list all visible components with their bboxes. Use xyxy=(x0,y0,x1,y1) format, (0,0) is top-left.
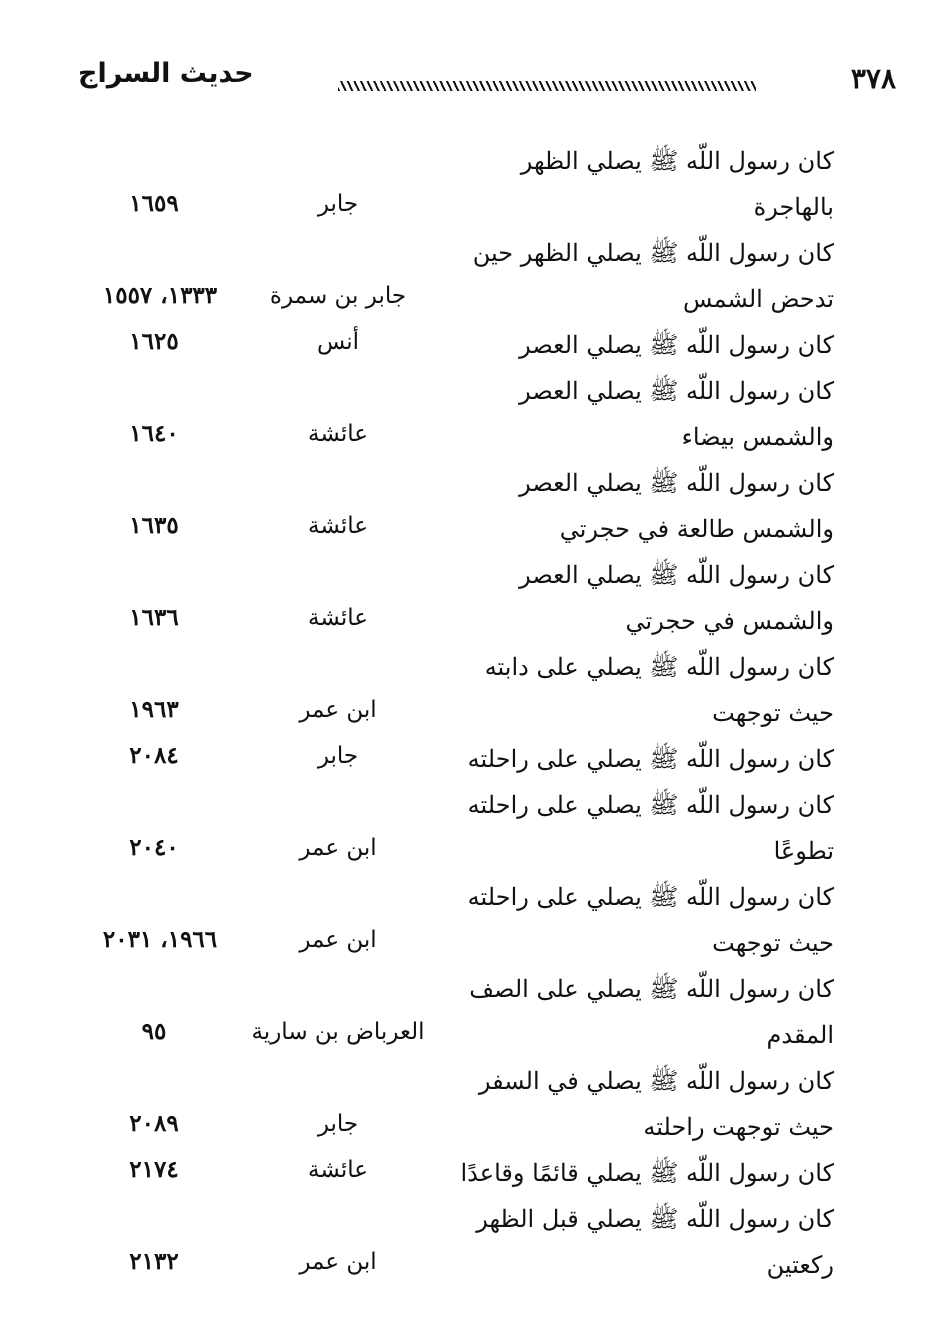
narrator: جابر xyxy=(317,1111,359,1137)
index-line xyxy=(0,966,936,1012)
hadith-text: المقدم xyxy=(766,1021,834,1049)
index-line xyxy=(0,1058,936,1104)
hadith-numbers: ١٦٢٥ xyxy=(129,328,179,355)
hadith-numbers: ١٦٣٥ xyxy=(129,512,179,539)
hadith-text: كان رسول اللّه ﷺ يصلي قائمًا وقاعدًا xyxy=(460,1159,834,1187)
hadith-text: تدحض الشمس xyxy=(682,285,834,313)
hadith-text: كان رسول اللّه ﷺ يصلي على راحلته xyxy=(467,883,834,911)
hadith-text: كان رسول اللّه ﷺ يصلي العصر xyxy=(519,561,834,589)
hadith-text: كان رسول اللّه ﷺ يصلي على دابته xyxy=(484,653,834,681)
hadith-text: حيث توجهت xyxy=(712,929,834,957)
hadith-index xyxy=(0,138,936,1288)
hadith-text: كان رسول اللّه ﷺ يصلي العصر xyxy=(519,469,834,497)
hadith-text: ركعتين xyxy=(766,1251,834,1279)
hadith-text: حيث توجهت xyxy=(712,699,834,727)
narrator: ابن عمر xyxy=(299,1249,377,1275)
index-line xyxy=(0,736,936,782)
narrator: ابن عمر xyxy=(299,697,377,723)
index-line xyxy=(0,230,936,276)
hadith-numbers: ١٩٦٣ xyxy=(129,696,179,723)
page-header xyxy=(40,56,896,106)
hadith-text: كان رسول اللّه ﷺ يصلي العصر xyxy=(519,377,834,405)
hadith-text: حيث توجهت راحلته xyxy=(643,1113,834,1141)
hadith-numbers: ٢٠٨٤ xyxy=(129,742,179,769)
hadith-numbers: ١٣٣٣، ١٥٥٧ xyxy=(102,282,218,309)
hadith-text: كان رسول اللّه ﷺ يصلي العصر xyxy=(519,331,834,359)
index-line xyxy=(0,1150,936,1196)
narrator: أنس xyxy=(316,329,360,355)
index-line xyxy=(0,368,936,414)
header-rule xyxy=(338,81,756,91)
narrator: العرباض بن سارية xyxy=(251,1019,425,1045)
hadith-numbers: ١٩٦٦، ٢٠٣١ xyxy=(102,926,218,953)
index-line xyxy=(0,138,936,184)
hadith-numbers: ١٦٤٠ xyxy=(129,420,179,447)
hadith-text: كان رسول اللّه ﷺ يصلي على راحلته xyxy=(467,791,834,819)
index-line xyxy=(0,506,936,552)
index-line xyxy=(0,690,936,736)
index-line xyxy=(0,460,936,506)
narrator: ابن عمر xyxy=(299,927,377,953)
hadith-numbers: ٢١٣٢ xyxy=(129,1248,179,1275)
hadith-numbers: ٢١٧٤ xyxy=(129,1156,179,1183)
hadith-numbers: ٢٠٤٠ xyxy=(129,834,179,861)
narrator: جابر بن سمرة xyxy=(269,283,407,309)
hadith-text: كان رسول اللّه ﷺ يصلي الظهر حين xyxy=(472,239,834,267)
index-line xyxy=(0,1242,936,1288)
hadith-text: والشمس بيضاء xyxy=(681,423,834,451)
index-line xyxy=(0,828,936,874)
index-line xyxy=(0,184,936,230)
index-line xyxy=(0,874,936,920)
index-line xyxy=(0,552,936,598)
hadith-numbers: ١٦٥٩ xyxy=(129,190,179,217)
index-line xyxy=(0,322,936,368)
hadith-numbers: ٩٥ xyxy=(141,1018,167,1045)
index-line xyxy=(0,782,936,828)
hadith-text: كان رسول اللّه ﷺ يصلي في السفر xyxy=(478,1067,834,1095)
narrator: جابر xyxy=(317,191,359,217)
narrator: عائشة xyxy=(308,1157,368,1183)
hadith-text: كان رسول اللّه ﷺ يصلي على راحلته xyxy=(467,745,834,773)
hadith-text: تطوعًا xyxy=(773,837,834,865)
hadith-text: والشمس طالعة في حجرتي xyxy=(559,515,834,543)
narrator: عائشة xyxy=(308,513,368,539)
index-line xyxy=(0,598,936,644)
hadith-text: بالهاجرة xyxy=(753,193,834,221)
index-line xyxy=(0,1196,936,1242)
index-line xyxy=(0,920,936,966)
index-line xyxy=(0,276,936,322)
hadith-text: كان رسول اللّه ﷺ يصلي الظهر xyxy=(520,147,834,175)
narrator: عائشة xyxy=(308,605,368,631)
hadith-text: كان رسول اللّه ﷺ يصلي قبل الظهر xyxy=(476,1205,834,1233)
page-number: ٣٧٨ xyxy=(850,62,896,95)
hadith-numbers: ٢٠٨٩ xyxy=(129,1110,179,1137)
running-title: حديث السراج xyxy=(78,58,254,89)
index-line xyxy=(0,644,936,690)
hadith-numbers: ١٦٣٦ xyxy=(129,604,179,631)
hadith-text: كان رسول اللّه ﷺ يصلي على الصف xyxy=(469,975,834,1003)
hadith-text: والشمس في حجرتي xyxy=(625,607,834,635)
narrator: ابن عمر xyxy=(299,835,377,861)
narrator: عائشة xyxy=(308,421,368,447)
index-line xyxy=(0,1104,936,1150)
index-line xyxy=(0,414,936,460)
index-line xyxy=(0,1012,936,1058)
narrator: جابر xyxy=(317,743,359,769)
